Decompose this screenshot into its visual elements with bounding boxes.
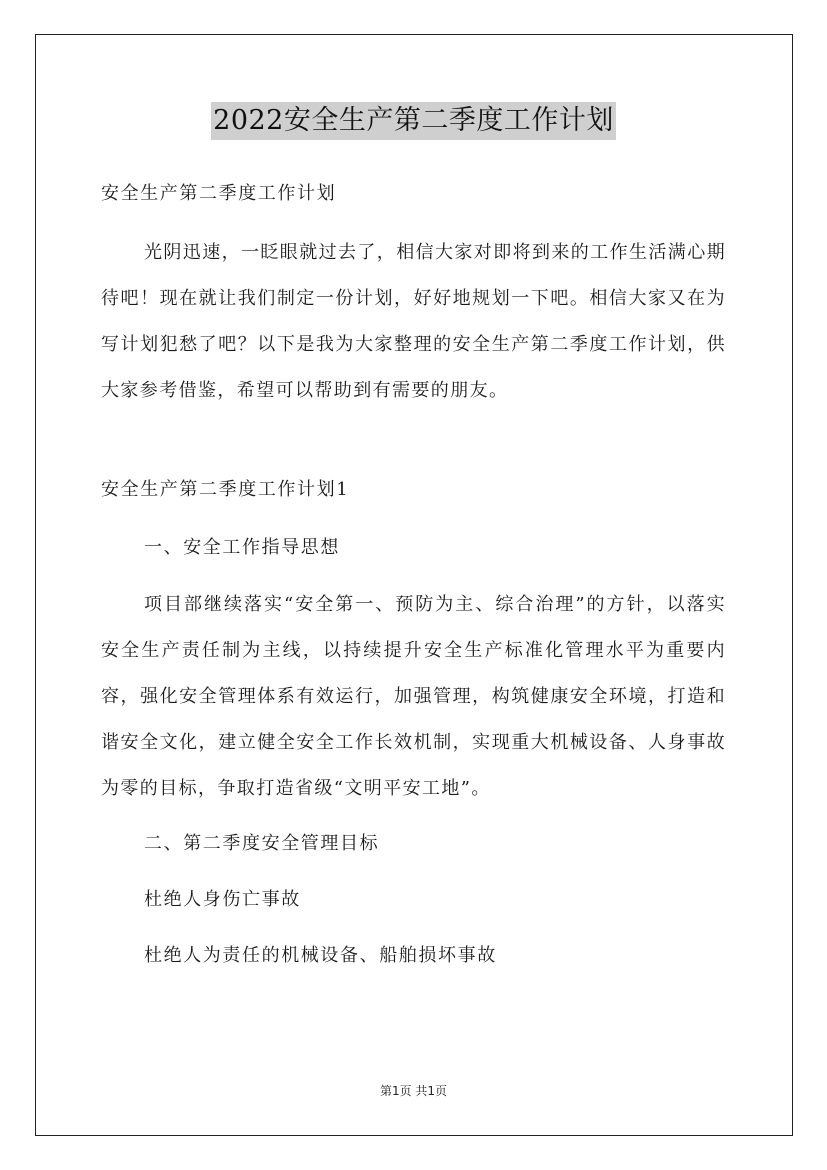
document-body xyxy=(101,172,726,978)
page-number: 第1页 共1页 xyxy=(379,1084,448,1098)
part1-heading: 一、安全工作指导思想 xyxy=(144,537,340,558)
title-container xyxy=(0,102,827,140)
part2-heading: 二、第二季度安全管理目标 xyxy=(144,833,380,854)
document-title: 2022安全生产第二季度工作计划 xyxy=(211,102,616,140)
goal-item: 杜绝人身伤亡事故 xyxy=(144,889,301,910)
intro-paragraph: 光阴迅速，一眨眼就过去了，相信大家对即将到来的工作生活满心期待吧！现在就让我们制定一份计划，好好地规划一下吧。相信大家又在为写计划犯愁了吧？以下是我为大家整理的安全生产第二季度工作计划，供大家参考借鉴，希望可以帮助到有需要的朋友。 xyxy=(101,242,726,401)
subtitle: 安全生产第二季度工作计划 xyxy=(101,183,337,204)
goal-item: 杜绝人为责任的机械设备、船舶损坏事故 xyxy=(144,945,497,966)
section-heading: 安全生产第二季度工作计划1 xyxy=(101,479,350,500)
part1-paragraph: 项目部继续落实“安全第一、预防为主、综合治理”的方针，以落实安全生产责任制为主线，以持续提升安全生产标准化管理水平为重要内容，强化安全管理体系有效运行，加强管理，构筑健康安全环境，打造和谐安全文化，建立健全安全工作长效机制，实现重大机械设备、人身事故为零的目标，争取打造省级“文明平安工地”。 xyxy=(101,594,726,799)
